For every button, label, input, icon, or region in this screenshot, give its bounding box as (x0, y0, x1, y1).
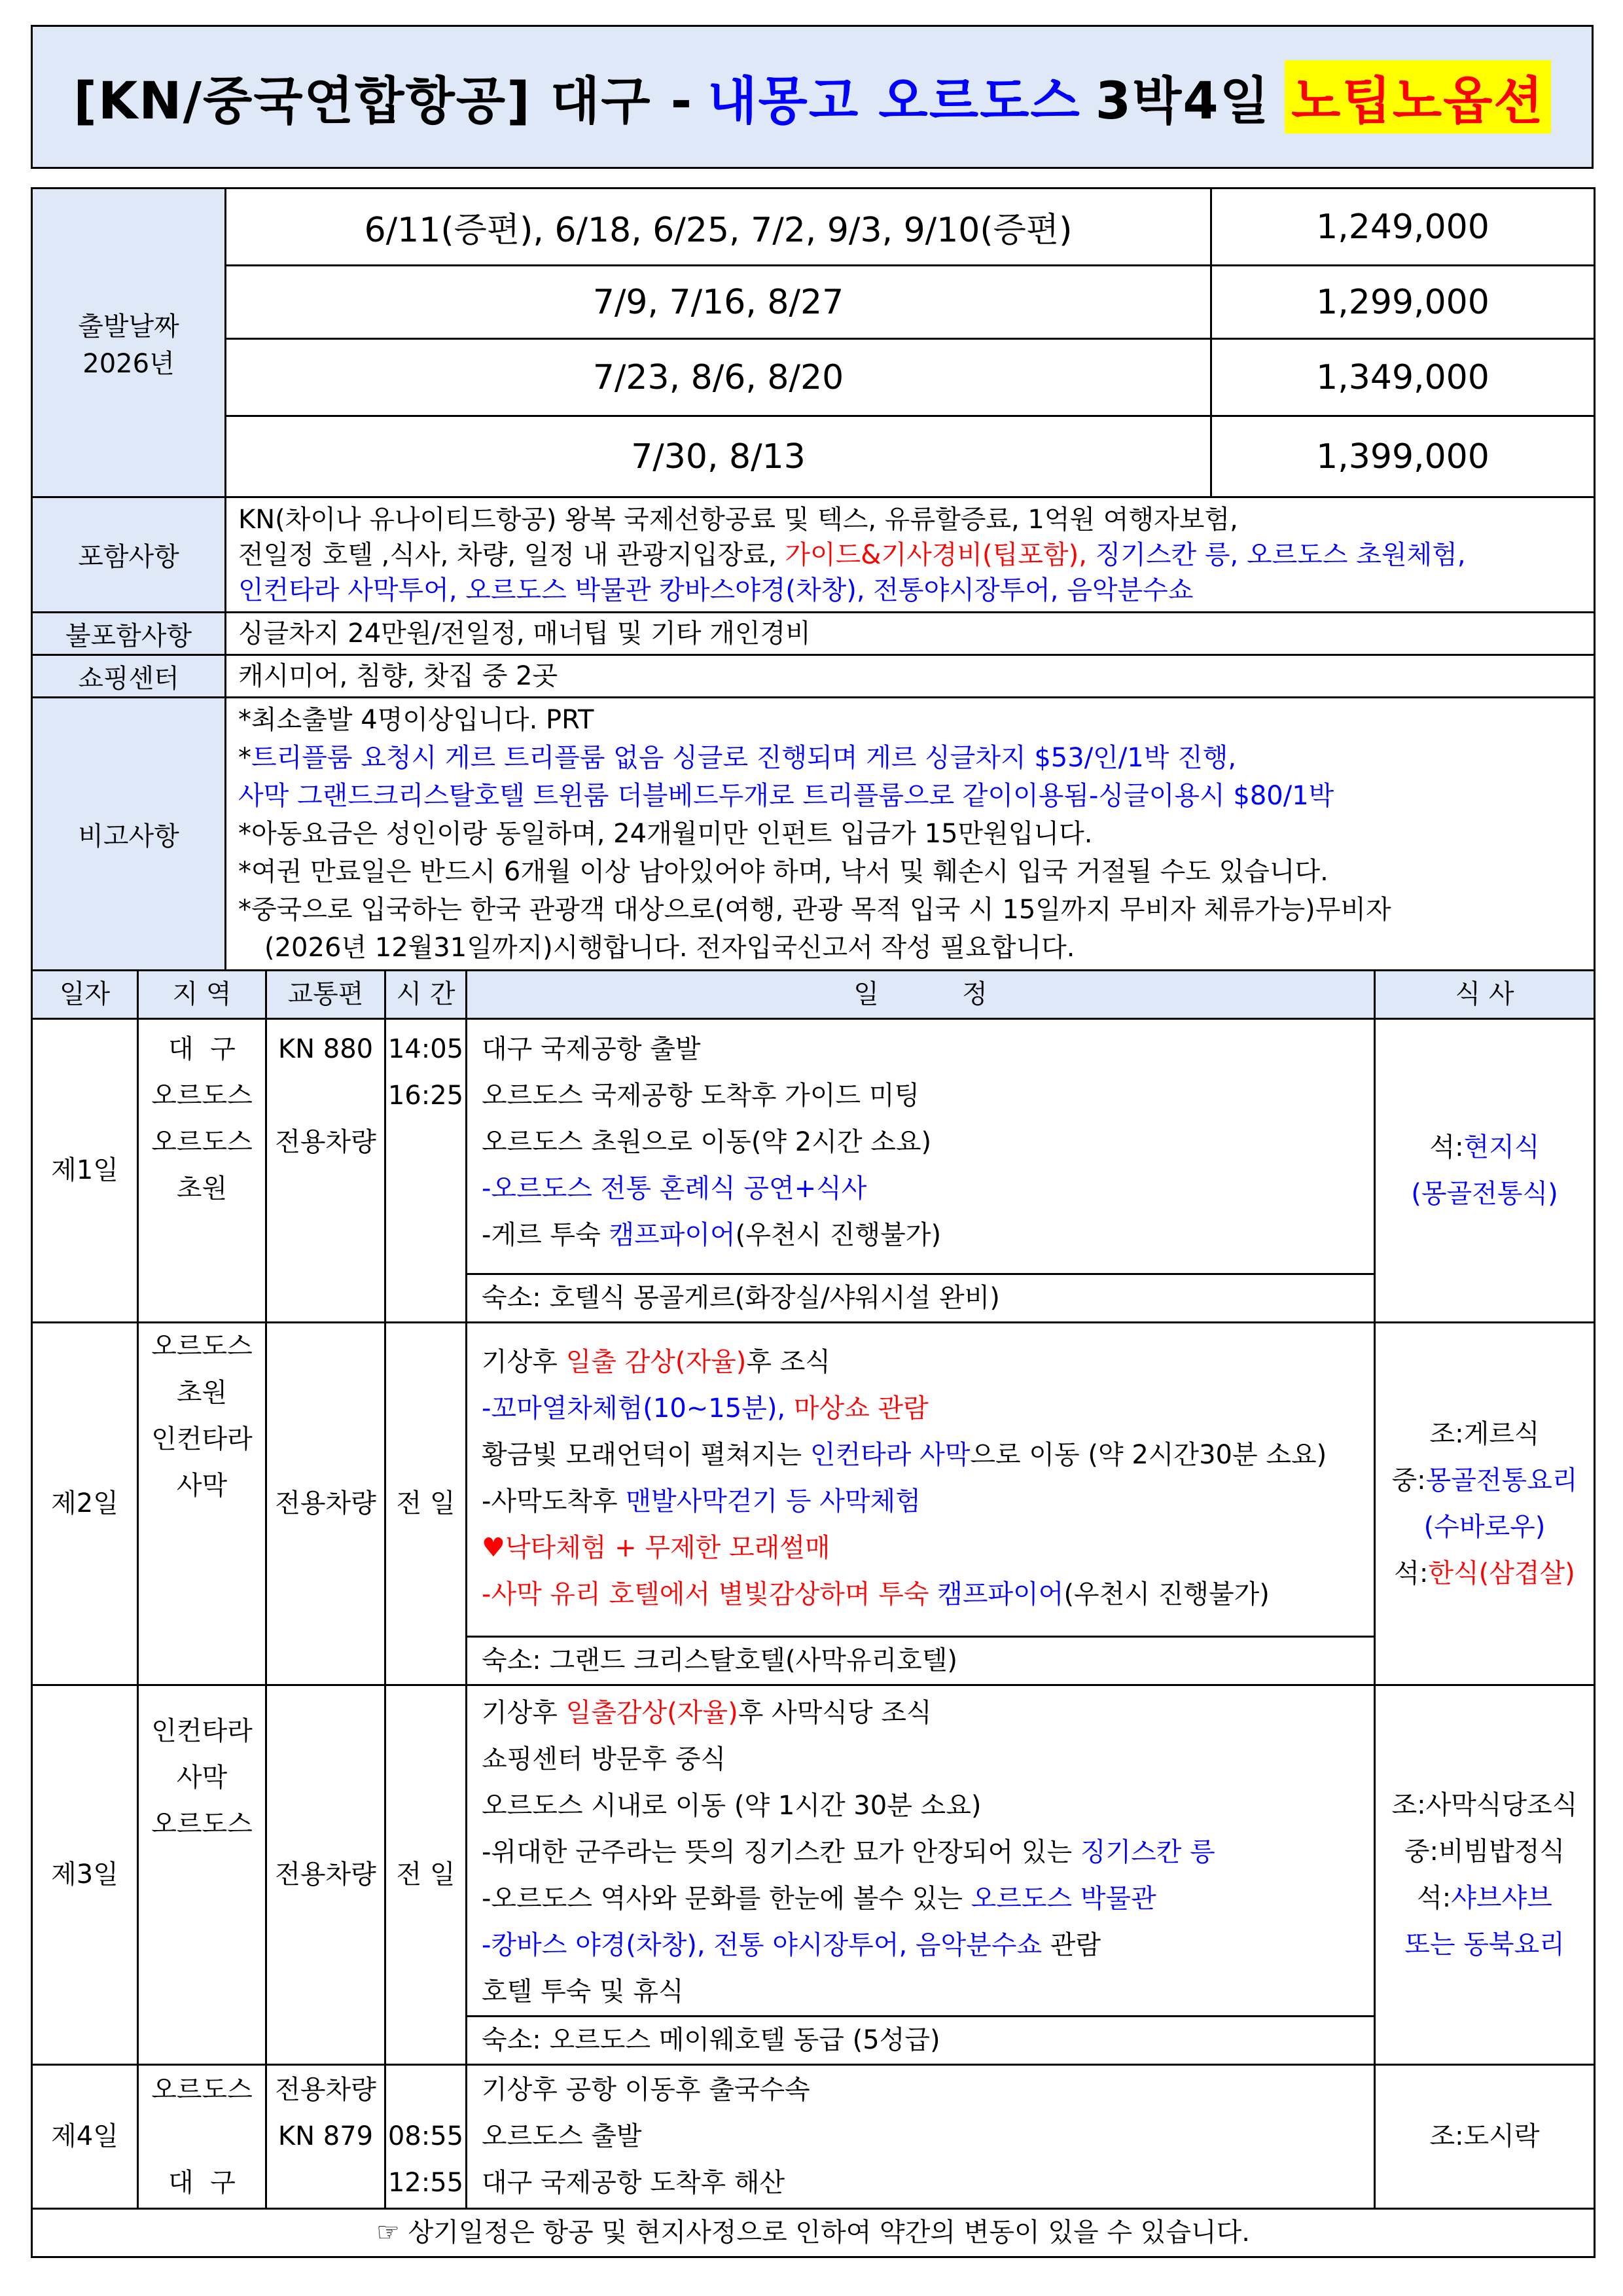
brochure-page (31, 25, 1594, 2258)
departure-dates: 7/23, 8/6, 8/20 (226, 339, 1211, 416)
day2-accommodation: 숙소: 그랜드 크리스탈호텔(사막유리호텔) (467, 1637, 1375, 1685)
day3-region: 인컨타라 사막 오르도스 (138, 1685, 266, 2065)
day2-transport: 전용차량 (266, 1323, 385, 1685)
day3-meals: 조:사막식당조식 중:비빔밥정식 석:샤브샤브 또는 동북요리 (1375, 1685, 1595, 2065)
notes-label: 비고사항 (32, 698, 226, 971)
departure-price: 1,349,000 (1211, 339, 1595, 416)
title-destination: 내몽고 오르도스 (707, 72, 1081, 131)
excluded-label: 불포함사항 (32, 613, 226, 655)
header-itinerary: 일 정 (467, 971, 1375, 1019)
day1-row (32, 1019, 1595, 1274)
day4-itinerary: 기상후 공항 이동후 출국수속 오르도스 출발 대구 국제공항 도착후 해산 (467, 2065, 1375, 2209)
title-duration: 3박4일 (1095, 72, 1271, 131)
day4-label: 제4일 (32, 2065, 138, 2209)
day4-row (32, 2065, 1595, 2209)
shopping-label: 쇼핑센터 (32, 655, 226, 698)
day3-accommodation: 숙소: 오르도스 메이웨호텔 동급 (5성급) (467, 2017, 1375, 2065)
tour-title (31, 25, 1594, 169)
day2-itinerary: 기상후 일출 감상(자율)후 조식 -꼬마열차체험(10~15분), 마상쇼 관람 황금빛 모래언덕이 펼쳐지는 인컨타라 사막으로 이동 (약 2시간30분 소요) -사막도착후 맨발사막걷기 등 사막체험 ♥낙타체험 + 무제한 모래썰매 -사막 유리 호텔에서 별빛감상하며 투숙 캠프파이어(우천시 진행불가) (467, 1323, 1375, 1637)
day4-region: 오르도스 대 구 (138, 2065, 266, 2209)
departure-dates: 6/11(증편), 6/18, 6/25, 7/2, 9/3, 9/10(증편) (226, 188, 1211, 266)
day4-time: 08:55 12:55 (385, 2065, 467, 2209)
header-time: 시 간 (385, 971, 467, 1019)
day2-time: 전 일 (385, 1323, 467, 1685)
day2-row (32, 1323, 1595, 1637)
title-prefix: [KN/중국연합항공] 대구 - (73, 72, 694, 131)
schedule-header (32, 971, 1595, 1019)
header-transport: 교통편 (266, 971, 385, 1019)
notes-text: *최소출발 4명이상입니다. PRT *트리플룸 요청시 게르 트리플룸 없음 싱글로 진행되며 게르 싱글차지 $53/인/1박 진행, 사막 그랜드크리스탈호텔 트윈룸 더블베드두개로 트리플룸으로 같이이용됨-싱글이용시 $80/1박 *아동요금은 성인이랑 동일하며, 24개월미만 인펀트 입금가 15만원입니다. *여권 만료일은 반드시 6개월 이상 남아있어야 하며, 낙서 및 훼손시 입국 거절될 수도 있습니다. *중국으로 입국하는 한국 관광객 대상으로(여행, 관광 목적 입국 시 15일까지 무비자 체류가능)무비자 (2026년 12월31일까지)시행합니다. 전자입국신고서 작성 필요합니다. (226, 698, 1595, 971)
day1-time: 14:05 16:25 (385, 1019, 467, 1323)
departure-label: 출발날짜 2026년 (32, 188, 226, 497)
departure-dates: 7/9, 7/16, 8/27 (226, 266, 1211, 339)
day3-transport: 전용차량 (266, 1685, 385, 2065)
header-region: 지 역 (138, 971, 266, 1019)
day4-meals: 조:도시락 (1375, 2065, 1595, 2209)
title-highlight: 노팁노옵션 (1285, 60, 1551, 134)
day3-row (32, 1685, 1595, 2017)
day3-itinerary: 기상후 일출감상(자율)후 사막식당 조식 쇼핑센터 방문후 중식 오르도스 시내로 이동 (약 1시간 30분 소요) -위대한 군주라는 뜻의 징기스칸 묘가 안장되어 있는 징기스칸 릉 -오르도스 역사와 문화를 한눈에 볼수 있는 오르도스 박물관 -캉바스 야경(차창), 전통 야시장투어, 음악분수쇼 관람 호텔 투숙 및 휴식 (467, 1685, 1375, 2017)
day2-meals: 조:게르식 중:몽골전통요리 (수바로우) 석:한식(삼겹살) (1375, 1323, 1595, 1685)
day2-region: 오르도스 초원 인컨타라 사막 (138, 1323, 266, 1685)
day1-transport: KN 880 전용차량 (266, 1019, 385, 1323)
departure-price: 1,399,000 (1211, 416, 1595, 497)
schedule-table (31, 969, 1596, 2258)
day3-label: 제3일 (32, 1685, 138, 2065)
shopping-text: 캐시미어, 침향, 찻집 중 2곳 (226, 655, 1595, 698)
departure-dates: 7/30, 8/13 (226, 416, 1211, 497)
header-meals: 식 사 (1375, 971, 1595, 1019)
day4-transport: 전용차량 KN 879 (266, 2065, 385, 2209)
day1-meals: 석:현지식 (몽골전통식) (1375, 1019, 1595, 1323)
included-text: KN(차이나 유나이티드항공) 왕복 국제선항공료 및 텍스, 유류할증료, 1억원 여행자보험, 전일정 호텔 ,식사, 차량, 일정 내 관광지입장료, 가이드&기사경비(팁포함), 징기스칸 릉, 오르도스 초원체험, 인컨타라 사막투어, 오르도스 박물관 캉바스야경(차창), 전통야시장투어, 음악분수쇼 (226, 497, 1595, 613)
heart-icon: ♥ (482, 1533, 505, 1563)
info-table (31, 496, 1596, 971)
price-table (31, 187, 1596, 498)
departure-price: 1,299,000 (1211, 266, 1595, 339)
day1-itinerary: 대구 국제공항 출발 오르도스 국제공항 도착후 가이드 미팅 오르도스 초원으로 이동(약 2시간 소요) -오르도스 전통 혼례식 공연+식사 -게르 투숙 캠프파이어(우천시 진행불가) (467, 1019, 1375, 1274)
departure-price: 1,249,000 (1211, 188, 1595, 266)
day1-label: 제1일 (32, 1019, 138, 1323)
day2-label: 제2일 (32, 1323, 138, 1685)
header-day: 일자 (32, 971, 138, 1019)
excluded-text: 싱글차지 24만원/전일정, 매너팁 및 기타 개인경비 (226, 613, 1595, 655)
day3-time: 전 일 (385, 1685, 467, 2065)
included-label: 포함사항 (32, 497, 226, 613)
schedule-footnote: ☞ 상기일정은 항공 및 현지사정으로 인하여 약간의 변동이 있을 수 있습니다. (32, 2209, 1595, 2257)
day1-region: 대 구 오르도스 오르도스 초원 (138, 1019, 266, 1323)
day1-accommodation: 숙소: 호텔식 몽골게르(화장실/샤워시설 완비) (467, 1274, 1375, 1323)
